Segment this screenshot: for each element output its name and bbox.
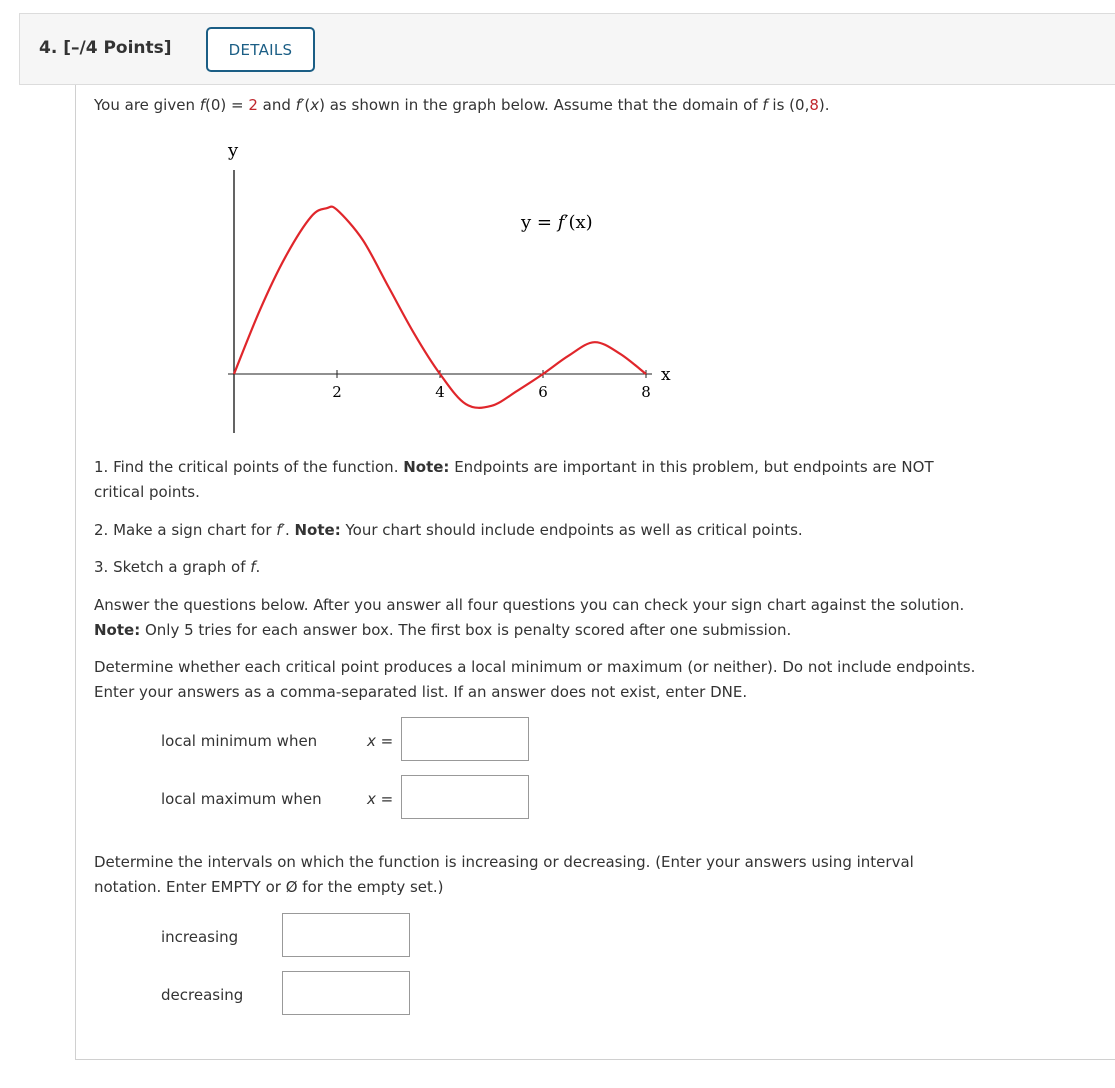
x-tick-label: 8	[641, 383, 651, 401]
intro-f: f	[762, 96, 768, 114]
decreasing-label: decreasing	[161, 986, 244, 1004]
local-min-label: local minimum when	[161, 732, 318, 750]
local-min-input[interactable]	[401, 717, 529, 761]
increasing-input[interactable]	[282, 913, 410, 957]
note-label: Note:	[403, 458, 450, 476]
instruction-text: .	[284, 521, 295, 539]
answer-instructions	[94, 593, 984, 643]
local-max-input[interactable]	[401, 775, 529, 819]
intro-f: f	[199, 96, 205, 114]
instruction-text: .	[255, 558, 261, 576]
question-title	[39, 38, 172, 58]
instruction-text: 3. Sketch a graph of	[94, 558, 251, 576]
instruction-text: Answer the questions below. After you answer all four questions you can check your sign chart against the solution.	[94, 596, 965, 614]
instruction-f: f	[250, 558, 256, 576]
instruction-text: 1. Find the critical points of the function.	[94, 458, 404, 476]
local-max-x-eq: x =	[367, 790, 394, 808]
local-min-x-eq: x =	[367, 732, 394, 750]
determine-intervals-text: Determine the intervals on which the function is increasing or decreasing. (Enter your answers using interval notation. Enter EMPTY or Ø for the empty set.)	[94, 853, 914, 896]
y-axis-label: y	[228, 140, 239, 161]
instruction-2	[94, 518, 994, 543]
intro-part: ).	[818, 96, 830, 114]
instruction-text: 2. Make a sign chart for	[94, 521, 277, 539]
local-max-label: local maximum when	[161, 790, 322, 808]
determine-extrema-text: Determine whether each critical point produces a local minimum or maximum (or neither). Do not include endpoints. Enter your answers as a comma-separated list. If an answer does not exist, enter DNE.	[94, 658, 976, 701]
intro-part: You are given	[94, 96, 200, 114]
intro-part: (	[304, 96, 311, 114]
instruction-3	[94, 555, 994, 580]
intro-domain-end: 8	[809, 96, 819, 114]
function-label-prefix: y =	[521, 212, 558, 233]
instruction-text: Your chart should include endpoints as well as critical points.	[340, 521, 803, 539]
intro-part: and	[257, 96, 296, 114]
intro-part: is (0,	[767, 96, 810, 114]
increasing-label: increasing	[161, 928, 239, 946]
intro-fprime: f′	[295, 96, 305, 114]
instruction-text: Endpoints are important in this problem, but endpoints are NOT critical points.	[94, 458, 934, 501]
x-tick-label: 4	[435, 383, 445, 401]
intro-part: (0) =	[205, 96, 249, 114]
details-button[interactable]: DETAILS	[206, 27, 315, 72]
intro-text	[94, 93, 1094, 118]
instruction-1	[94, 455, 964, 505]
note-label: Note:	[294, 521, 341, 539]
question-body	[75, 85, 1115, 1060]
derivative-graph	[211, 135, 691, 445]
x-tick-label: 6	[538, 383, 548, 401]
question-header	[19, 13, 1115, 85]
intro-part: ) as shown in the graph below. Assume that the domain of	[319, 96, 763, 114]
x-axis-label: x	[661, 365, 671, 385]
function-label	[520, 212, 593, 233]
instruction-fprime: f′	[276, 521, 285, 539]
intro-x: x	[310, 96, 320, 114]
note-label: Note:	[94, 621, 141, 639]
function-label-suffix: (x)	[568, 212, 593, 233]
x-tick-label: 2	[332, 383, 342, 401]
intro-value: 2	[248, 96, 258, 114]
function-label-prime: ′	[564, 212, 569, 233]
instruction-text: Only 5 tries for each answer box. The first box is penalty scored after one submission.	[140, 621, 792, 639]
question-points: [–/4 Points]	[63, 38, 172, 58]
question-number: 4.	[39, 38, 58, 58]
decreasing-input[interactable]	[282, 971, 410, 1015]
function-label-f: f	[557, 212, 565, 233]
